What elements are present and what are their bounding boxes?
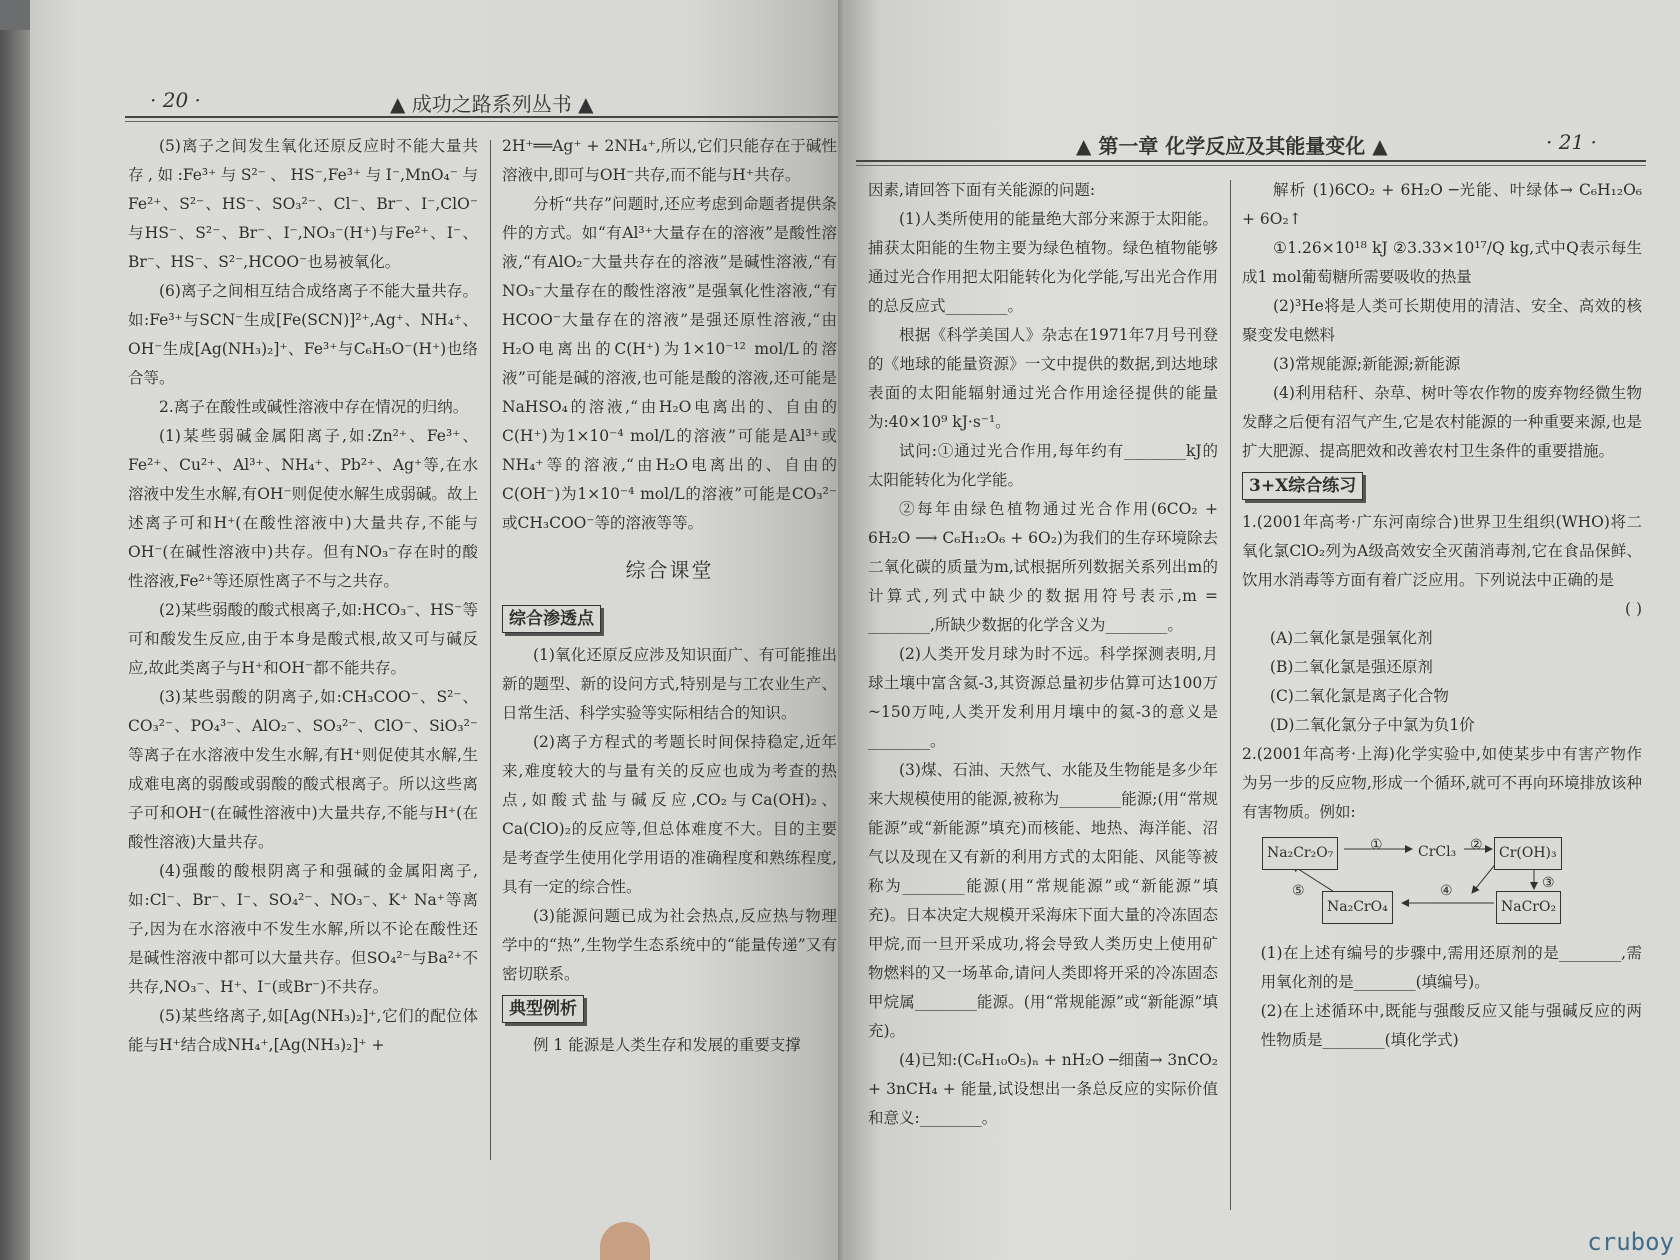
paragraph: (2)人类开发月球为时不远。科学探测表明,月球土壤中富含氦-3,其资源总量初步估算可达100万~150万吨,人类开发利用月壤中的氦-3的意义是________。 [868, 645, 1218, 750]
example-1: 例 1 能源是人类生存和发展的重要支撑 [533, 1036, 801, 1054]
paragraph: 分析“共存”问题时,还应考虑到命题者提供条件的方式。如“有Al³⁺大量存在的溶液”是酸性溶液,“有AlO₂⁻大量共存在的溶液”是碱性溶液,“有NO₃⁻大量存在的酸性溶液”是强氧化性溶液,“有HCOO⁻大量存在的溶液”是强还原性溶液,“由H₂O电离出的C(H⁺)为1×10⁻¹² mol/L的溶液”可能是碱的溶液,也可能是酸的溶液,还可能是NaHSO₄的溶液,“由H₂O电离出的、自由的C(H⁺)为1×10⁻⁴ mol/L的溶液”可能是Al³⁺或NH₄⁺等的溶液,“由H₂O电离出的、自由的C(OH⁻)为1×10⁻⁴ mol/L的溶液”可能是CO₃²⁻或CH₃COO⁻等的溶液等等。 [502, 195, 837, 532]
header-rule-left-thin [125, 121, 845, 122]
paragraph: (2)³He将是人类可长期使用的清洁、安全、高效的核聚变发电燃料 [1242, 297, 1642, 344]
right-column-1 [868, 176, 1218, 1133]
paragraph: ②每年由绿色植物通过光合作用(6CO₂ + 6H₂O ⟶ C₆H₁₂O₆ + 6O₂)为我们的生存环境除去二氧化碳的质量为m,试根据所列数据关系列出m的计算式,列式中缺少的数据用符号表示,m = ________,所缺少数据的化学含义为________。 [868, 500, 1218, 634]
paragraph: (1)某些弱碱金属阳离子,如:Zn²⁺、Fe³⁺、Fe²⁺、Cu²⁺、Al³⁺、NH₄⁺、Pb²⁺、Ag⁺等,在水溶液中发生水解,有OH⁻则促使水解生成弱碱。故上述离子可和H⁺(在酸性溶液中)大量共存,不能与OH⁻(在碱性溶液中)共存。但有NO₃⁻存在时的酸性溶液,Fe²⁺等还原性离子不与之共存。 [128, 427, 478, 590]
paragraph: 因素,请回答下面有关能源的问题: [868, 181, 1096, 199]
left-page [30, 0, 848, 1260]
right-column-2 [1242, 176, 1642, 1055]
paragraph: (1)人类所使用的能量绝大部分来源于太阳能。捕获太阳能的生物主要为绿色植物。绿色植物能够通过光合作用把太阳能转化为化学能,写出光合作用的总反应式________。 [868, 210, 1218, 315]
question-1: 1.(2001年高考·广东河南综合)世界卫生组织(WHO)将二氧化氯ClO₂列为A级高效安全灭菌消毒剂,它在食品保鲜、饮用水消毒等方面有着广泛应用。下列说法中正确的是 [1242, 513, 1642, 589]
question-2-part-2: (2)在上述循环中,既能与强酸反应又能与强碱反应的两性物质是________(填化学式) [1260, 1002, 1642, 1049]
chapter-title: ▲ 第一章 化学反应及其能量变化 ▲ [1076, 134, 1388, 158]
watermark: cruboy [1587, 1228, 1674, 1256]
option-d: (D)二氧化氯分子中氯为负1价 [1269, 716, 1475, 734]
step-3-label: ③ [1542, 875, 1555, 891]
option-a: (A)二氧化氯是强氧化剂 [1269, 629, 1433, 647]
header-rule-left [125, 116, 845, 118]
option-c: (C)二氧化氯是离子化合物 [1269, 687, 1449, 705]
series-title: ▲ 成功之路系列丛书 ▲ [390, 92, 594, 116]
paragraph: 2.离子在酸性或碱性溶液中存在情况的归纳。 [159, 398, 469, 416]
paragraph: (3)煤、石油、天然气、水能及生物能是多少年来大规模使用的能源,被称为________能源;(用“常规能源”或“新能源”填充)而核能、地热、海洋能、沼气以及现在又有新的利用方式的太阳能、风能等被称为________能源(用“常规能源”或“新能源”填充)。日本决定大规模开采海床下面大量的冷冻固态甲烷,而一旦开采成功,将会导致人类历史上使用矿物燃料的又一场革命,请问人类即将开采的冷冻固态甲烷属________能源。(用“常规能源”或“新能源”填充)。 [868, 761, 1218, 1040]
box-title-synthesis: 综合渗透点 [502, 605, 601, 633]
chromium-cycle-diagram [1262, 833, 1602, 933]
left-column-2 [502, 132, 837, 1060]
question-2-part-1: (1)在上述有编号的步骤中,需用还原剂的是________,需用氧化剂的是________(填编号)。 [1260, 944, 1642, 991]
column-divider-right [1230, 180, 1231, 1210]
node-croh3: Cr(OH)₃ [1494, 837, 1562, 870]
header-rule-right-thin [856, 165, 1646, 166]
paragraph: 试问:①通过光合作用,每年约有________kJ的太阳能转化为化学能。 [868, 442, 1218, 489]
box-title-practice: 3+X综合练习 [1242, 472, 1363, 500]
left-column-1 [128, 132, 478, 1060]
paragraph: (3)常规能源;新能源;新能源 [1273, 355, 1461, 373]
step-1-label: ① [1370, 837, 1383, 853]
question-2: 2.(2001年高考·上海)化学实验中,如使某步中有害产物作为另一步的反应物,形成一个循环,就可不再向环境排放该种有害物质。例如: [1242, 745, 1642, 821]
paragraph: (4)已知:(C₆H₁₀O₅)ₙ + nH₂O ─细菌→ 3nCO₂ + 3nCH₄ + 能量,试设想出一条总反应的实际价值和意义:________。 [868, 1051, 1218, 1127]
book-left-edge [0, 30, 34, 1260]
right-page [846, 0, 1680, 1260]
section-title: 综合课堂 [625, 558, 714, 582]
node-na2cro4: Na₂CrO₄ [1322, 891, 1393, 924]
paragraph: (5)某些络离子,如[Ag(NH₃)₂]⁺,它们的配位体能与H⁺结合成NH₄⁺,[Ag(NH₃)₂]⁺ + [128, 1007, 478, 1054]
paragraph: 根据《科学美国人》杂志在1971年7月号刊登的《地球的能量资源》一文中提供的数据,到达地球表面的太阳能辐射通过光合作用途径提供的能量为:40×10⁹ kJ·s⁻¹。 [868, 326, 1218, 431]
step-2-label: ② [1470, 837, 1483, 853]
paragraph: (2)离子方程式的考题长时间保持稳定,近年来,难度较大的与量有关的反应也成为考查的热点,如酸式盐与碱反应,CO₂与Ca(OH)₂、Ca(ClO)₂的反应等,但总体难度不大。目的主要是考查学生使用化学用语的准确程度和熟练程度,具有一定的综合性。 [502, 733, 837, 896]
box-title-examples: 典型例析 [502, 995, 584, 1023]
node-nacro2: NaCrO₂ [1496, 891, 1561, 924]
analysis: 解析 (1)6CO₂ + 6H₂O ─光能、叶绿体→ C₆H₁₂O₆ + 6O₂↑ [1242, 181, 1642, 228]
paragraph: (1)氧化还原反应涉及知识面广、有可能推出新的题型、新的设问方式,特别是与工农业生产、日常生活、科学实验等实际相结合的知识。 [502, 646, 837, 722]
answer-bracket: ( ) [1624, 600, 1642, 618]
page-number-left: · 20 · [150, 88, 201, 112]
paragraph: (5)离子之间发生氧化还原反应时不能大量共存,如:Fe³⁺与S²⁻、HS⁻,Fe³⁺与I⁻,MnO₄⁻与Fe²⁺、S²⁻、HS⁻、SO₃²⁻、Cl⁻、Br⁻、I⁻,ClO⁻与HS⁻、S²⁻、Br⁻、I⁻,NO₃⁻(H⁺)与Fe²⁺、I⁻、Br⁻、HS⁻、S²⁻,HCOO⁻也易被氧化。 [128, 137, 478, 271]
header-rule-right [856, 160, 1646, 162]
paragraph: (3)某些弱酸的阴离子,如:CH₃COO⁻、S²⁻、CO₃²⁻、PO₄³⁻、AlO₂⁻、SO₃²⁻、ClO⁻、SiO₃²⁻等离子在水溶液中发生水解,有H⁺则促使其水解,生成难电离的弱酸或弱酸的酸式根离子。所以这些离子可和OH⁻(在碱性溶液中)大量共存,不能与H⁺(在酸性溶液)大量共存。 [128, 688, 478, 851]
paragraph: ①1.26×10¹⁸ kJ ②3.33×10¹⁷/Q kg,式中Q表示每生成1 mol葡萄糖所需要吸收的热量 [1242, 239, 1642, 286]
paragraph: (4)强酸的酸根阴离子和强碱的金属阳离子,如:Cl⁻、Br⁻、I⁻、SO₄²⁻、NO₃⁻、K⁺ Na⁺等离子,因为在水溶液中不发生水解,所以不论在酸性还是碱性溶液中都可以大量共存。但SO₄²⁻与Ba²⁺不共存,NO₃⁻、H⁺、I⁻(或Br⁻)不共存。 [128, 862, 478, 996]
paragraph: (3)能源问题已成为社会热点,反应热与物理学中的“热”,生物学生态系统中的“能量传递”又有密切联系。 [502, 907, 837, 983]
paragraph: (4)利用秸秆、杂草、树叶等农作物的废弃物经微生物发酵之后便有沼气产生,它是农村能源的一种重要来源,也是扩大肥源、提高肥效和改善农村卫生条件的重要措施。 [1242, 384, 1642, 460]
step-4-label: ④ [1440, 883, 1453, 899]
column-divider-left [490, 140, 491, 1160]
paragraph: (2)某些弱酸的酸式根离子,如:HCO₃⁻、HS⁻等可和酸发生反应,由于本身是酸式根,故又可与碱反应,故此类离子与H⁺和OH⁻都不能共存。 [128, 601, 478, 677]
node-crcl3: CrCl₃ [1418, 844, 1457, 860]
step-5-label: ⑤ [1292, 883, 1305, 899]
page-number-right: · 21 · [1546, 130, 1597, 154]
paragraph: 2H⁺══Ag⁺ + 2NH₄⁺,所以,它们只能存在于碱性溶液中,即可与OH⁻共存,而不能与H⁺共存。 [502, 137, 837, 184]
node-na2cr2o7: Na₂Cr₂O₇ [1262, 837, 1338, 870]
option-b: (B)二氧化氯是强还原剂 [1269, 658, 1433, 676]
paragraph: (6)离子之间相互结合成络离子不能大量共存。如:Fe³⁺与SCN⁻生成[Fe(SCN)]²⁺,Ag⁺、NH₄⁺、OH⁻生成[Ag(NH₃)₂]⁺、Fe³⁺与C₆H₅O⁻(H⁺)也络合等。 [128, 282, 478, 387]
